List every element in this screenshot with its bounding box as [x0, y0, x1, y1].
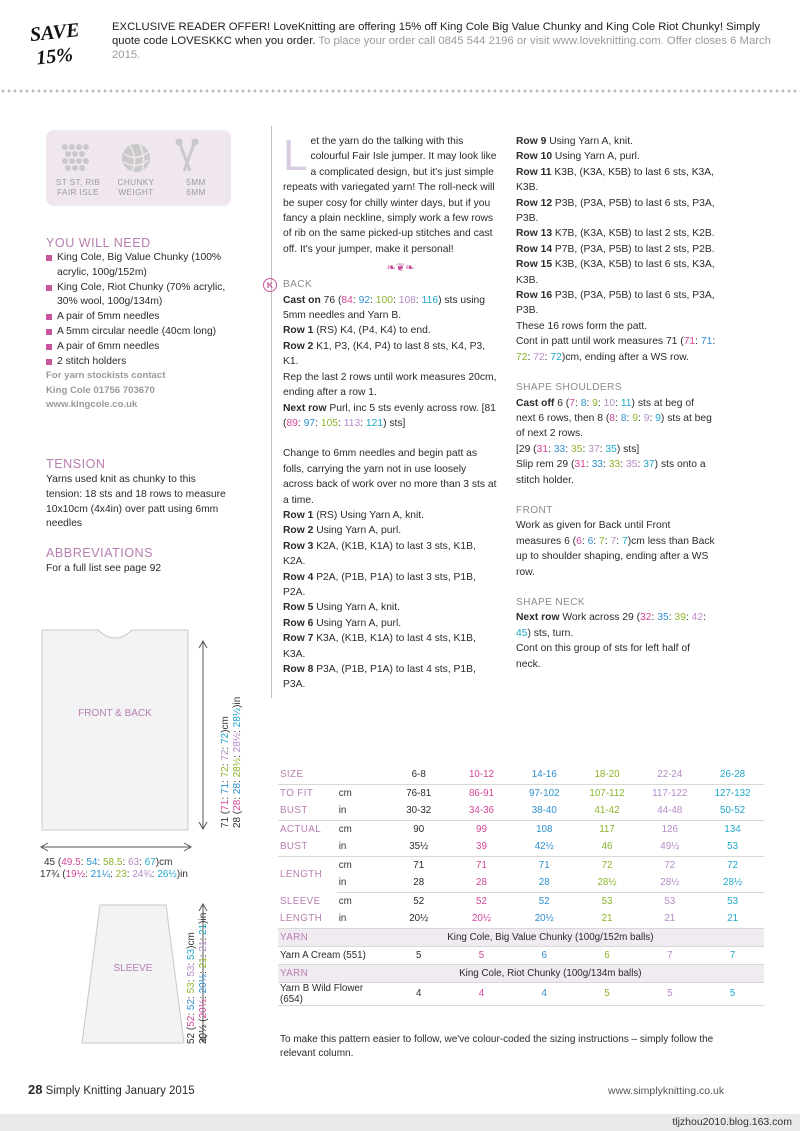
front-length-arrow: [198, 640, 208, 830]
card-label-weight: CHUNKY WEIGHT: [117, 178, 155, 197]
front-heading: FRONT: [516, 504, 553, 516]
row-instruction: Row 4 P2A, (P1B, P1A) to last 3 sts, P1B, P2A.: [283, 571, 476, 598]
reader-offer: [112, 20, 772, 62]
needles-icon: [174, 138, 200, 179]
ornament-divider: ❧❦❧: [386, 262, 415, 275]
row-instruction: Row 6 Using Yarn A, purl.: [283, 617, 402, 629]
table-row: LENGTH cm 71 71 71 72 72 72: [280, 859, 739, 880]
table-row: ACTUAL cm 90 99 108 117 126 134: [280, 823, 741, 835]
table-row: SIZE 6-8 10-12 14-16 18-20 22-24 26-28: [278, 766, 764, 784]
stockist-website[interactable]: www.kingcole.co.uk: [46, 399, 138, 411]
front-length-in: 28 (28: 28: 28½: 28½: 28½)in: [232, 696, 243, 828]
list-item: King Cole, Big Value Chunky (100% acrylic, 100g/152m): [46, 251, 231, 281]
table-row: Yarn A Cream (551) 5 5 6 6 7 7: [278, 946, 764, 964]
change-needles-instruction: Change to 6mm needles and begin patt as folls, carrying the yarn not in use loosely across back of work over no more than 3 sts at a time.: [283, 448, 497, 506]
pattern-column-middle: [266, 131, 498, 693]
list-item: King Cole, Riot Chunky (70% acrylic, 30% wool, 100g/134m): [46, 281, 231, 311]
sleeve-length-dimension: [186, 904, 210, 1044]
drop-cap: L: [283, 131, 308, 180]
neck-heading: SHAPE NECK: [516, 596, 586, 608]
table-row: SLEEVE cm 52 52 52 53 53 53: [280, 895, 739, 907]
table-row: YARN King Cole, Big Value Chunky (100g/152m balls): [278, 928, 764, 946]
pattern-column-right: [516, 134, 716, 672]
row-instruction: Row 5 Using Yarn A, knit.: [283, 602, 400, 614]
sleeve-diagram: [80, 903, 186, 1045]
website-link[interactable]: www.simplyknitting.co.uk: [608, 1085, 725, 1097]
row-instruction: Row 1 (RS) Using Yarn A, knit.: [283, 509, 424, 521]
badge-text-save: SAVE: [28, 19, 81, 47]
fair-isle-swatch-icon: [60, 142, 90, 177]
table-row: LENGTH in 20½ 20½ 20½ 21 21 21: [278, 910, 764, 928]
row-instruction: Row 1 (RS) K4, (P4, K4) to end.: [283, 325, 431, 337]
row-instruction: Row 8 P3A, (P1B, P1A) to last 4 sts, P1B, P3A.: [283, 664, 476, 691]
row-list-a: [283, 508, 498, 693]
tension-heading: TENSION: [46, 457, 106, 471]
row-instruction: Row 12 P3B, (P3A, P5B) to last 6 sts, P3A, P3B.: [516, 197, 715, 225]
cast-on-instruction: Cast on 76 (84: 92: 100: 108: 116) sts using 5mm needles and Yarn B.: [283, 294, 485, 322]
tension-section: [46, 457, 231, 532]
list-item: A pair of 5mm needles: [46, 310, 231, 325]
table-row: TO FIT cm 76-81 86-91 97-102 107-112 117-122 127-132: [280, 787, 751, 799]
magazine-title: Simply Knitting January 2015: [45, 1085, 195, 1097]
neck-instruction: Next row Work across 29 (32: 35: 39: 42: 45) sts, turn.: [516, 612, 706, 639]
offer-text: EXCLUSIVE READER OFFER! LoveKnitting are offering 15% off King Cole Big Value Chunky and King Cole Riot Chunky! Simply quote code LOVESKKC when you order.: [112, 21, 761, 47]
column-divider: [271, 126, 272, 698]
front-back-shape: [42, 630, 188, 830]
row-instruction: Row 15 K3B, (K3A, K5B) to last 6 sts, K3A, K3B.: [516, 259, 715, 286]
sleeve-length-in: 20½ (20½: 20½: 21: 21: 21)in: [198, 912, 209, 1044]
row-instruction: Row 9 Using Yarn A, knit.: [516, 136, 633, 147]
repeat-instruction: Rep the last 2 rows until work measures 20cm, ending after a row 1.: [283, 371, 497, 399]
dotted-divider: [0, 88, 800, 94]
abbreviations-text: For a full list see page 92: [46, 563, 162, 574]
front-length-dimension: [220, 632, 244, 828]
list-item: 2 stitch holders: [46, 355, 231, 370]
stockist-line: For yarn stockists contact: [46, 370, 166, 382]
tension-text: Yarns used knit as chunky to this tension: 18 sts and 18 rows to measure 10x10cm (4x4in) over patt using 6mm needles: [46, 474, 226, 530]
knit-k-icon: K: [263, 278, 277, 292]
front-width-arrow: [40, 842, 192, 852]
sleeve-label: SLEEVE: [113, 963, 153, 974]
watermark: tljzhou2010.blog.163.com: [672, 1116, 792, 1128]
you-will-need-heading: YOU WILL NEED: [46, 236, 151, 250]
offer-order-text: To place your order call 0845 544 2196 or visit www.loveknitting.com. Offer closes 6 March 2015.: [112, 35, 771, 61]
cast-off-total: [29 (31: 33: 35: 37: 35) sts]: [516, 443, 640, 455]
intro-paragraph: Let the yarn do the talking with this colourful Fair Isle jumper. It may look like a complicated design, but it's just simple repeats with variegated yarn! The roll-neck will be super cosy for chilly winter days, but if you fancy a plain neckline, simply work a few rows of rib on the same picked-up stitches and cast off. It's your jumper, make it personal!: [283, 131, 497, 255]
yarn-ball-icon: [120, 142, 152, 179]
back-heading: K BACK: [283, 277, 498, 292]
page-folio: [28, 1082, 195, 1097]
abbreviations-section: [46, 546, 231, 577]
front-length-cm: 71 (71: 71: 72: 72: 72)cm: [220, 716, 231, 828]
you-will-need-section: [46, 236, 231, 413]
row-instruction: Row 16 P3B, (P3A, P5B) to last 6 sts, P3A, P3B.: [516, 290, 715, 317]
card-label-needles: 5MM 6MM: [186, 178, 206, 197]
front-width-in: 17¾ (19½: 21¼: 23: 24¾: 26½)in: [40, 869, 188, 880]
row-instruction: Row 11 K3B, (K3A, K5B) to last 6 sts, K3A, K3B.: [516, 166, 715, 194]
table-row: BUST in 30-32 34-36 38-40 41-42 44-48 50-52: [278, 802, 764, 820]
materials-list: [46, 251, 231, 369]
row-list-b: [516, 134, 716, 319]
row-instruction: Row 3 K2A, (K1B, K1A) to last 3 sts, K1B, K2A.: [283, 540, 476, 568]
stockist-phone: King Cole 01756 703670: [46, 384, 155, 396]
slip-instruction: Slip rem 29 (31: 33: 33: 35: 37) sts onto a stitch holder.: [516, 459, 706, 486]
list-item: A 5mm circular needle (40cm long): [46, 325, 231, 340]
front-back-label: FRONT & BACK: [78, 708, 152, 719]
page-number: 28: [28, 1082, 43, 1097]
sleeve-length-cm: 52 (52: 52: 53: 53: 53)cm: [186, 932, 197, 1044]
abbreviations-heading: ABBREVIATIONS: [46, 546, 154, 560]
card-label-stitches: ST ST, RIB FAIR ISLE: [55, 178, 101, 197]
row-instruction: Row 14 P7B, (P3A, P5B) to last 2 sts, P2B.: [516, 243, 715, 255]
badge-text-percent: 15%: [35, 43, 74, 70]
sleeve-shape: [82, 905, 184, 1043]
front-instruction: Work as given for Back until Front measures 6 (6: 6: 7: 7: 7)cm less than Back up to shoulder shaping, ending after a WS row.: [516, 520, 715, 578]
save-badge: [20, 14, 100, 72]
info-card: [46, 130, 231, 206]
front-width-dimension: [40, 857, 230, 881]
cast-off-instruction: Cast off 6 (7: 8: 9: 10: 11) sts at beg of next 6 rows, then 8 (8: 8: 9: 9: 9) sts at beg of next 2 rows.: [516, 397, 712, 440]
row-instruction: Row 10 Using Yarn A, purl.: [516, 151, 640, 163]
front-width-cm: 45 (49.5: 54: 58.5: 63: 67)cm: [44, 857, 173, 868]
shoulders-heading: SHAPE SHOULDERS: [516, 382, 622, 394]
row-instruction: Row 2 Using Yarn A, purl.: [283, 525, 402, 537]
row-instruction: Row 13 K7B, (K3A, K5B) to last 2 sts, K2B.: [516, 228, 715, 240]
neck-cont-instruction: Cont on this group of sts for left half of neck.: [516, 643, 690, 670]
size-table: [278, 766, 764, 1006]
list-item: A pair of 6mm needles: [46, 340, 231, 355]
table-row: BUST in 35½ 39 42½ 46 49½ 53: [278, 838, 764, 856]
table-row: Yarn B Wild Flower (654) 4 4 4 5 5 5: [278, 982, 764, 1005]
row-instruction: Row 2 K1, P3, (K4, P4) to last 8 sts, K4, P3, K1.: [283, 340, 486, 368]
table-row: YARN King Cole, Riot Chunky (100g/134m balls): [278, 964, 764, 982]
front-back-diagram: [40, 628, 190, 834]
next-row-instruction: Next row Purl, inc 5 sts evenly across row. [81 (89: 97: 105: 113: 121) sts]: [283, 402, 496, 429]
row-instruction: Row 7 K3A, (K1B, K1A) to last 4 sts, K1B, K3A.: [283, 633, 476, 660]
patt-note: These 16 rows form the patt.: [516, 320, 648, 332]
table-row: in 28 28 28 28½ 28½ 28½: [278, 874, 764, 892]
cont-instruction: Cont in patt until work measures 71 (71: 71: 72: 72: 72)cm, ending after a WS row.: [516, 336, 716, 363]
footnote: To make this pattern easier to follow, we've colour-coded the sizing instructions – simply follow the relevant column.: [280, 1034, 714, 1060]
